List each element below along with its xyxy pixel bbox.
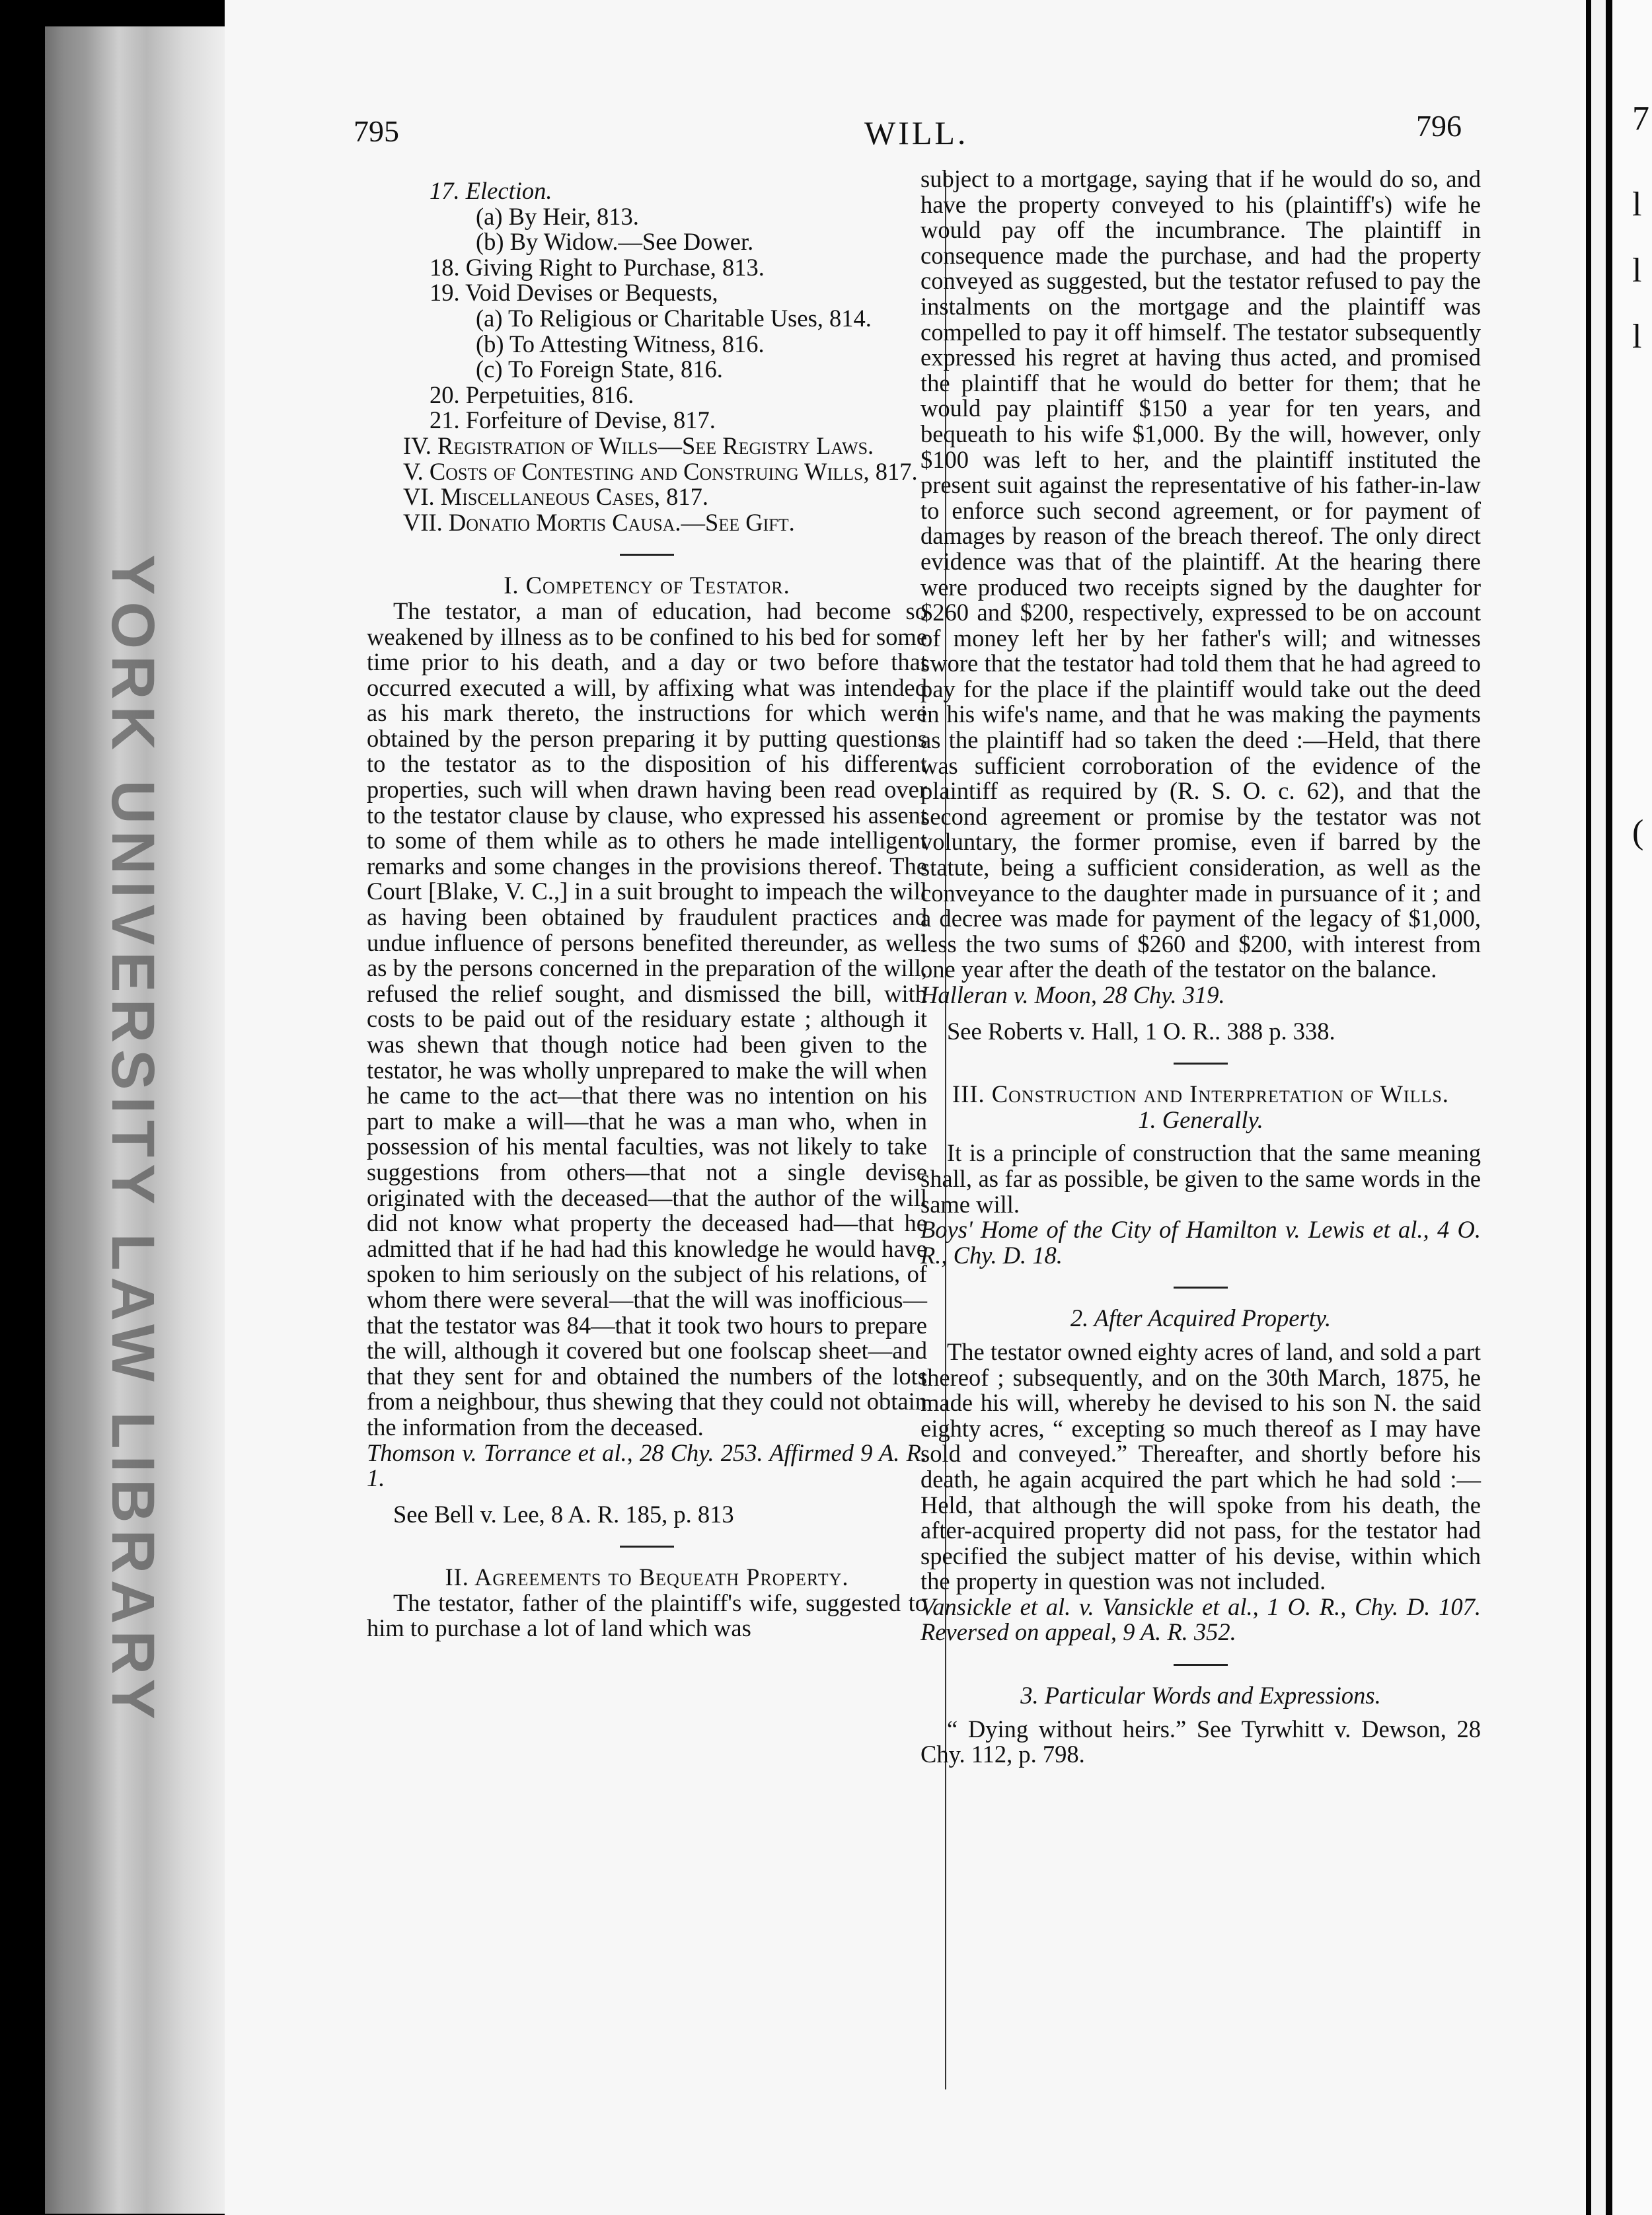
edge-fragment: 7 (1632, 100, 1649, 137)
outline-item: 20. Perpetuities, 816. (430, 381, 634, 408)
left-column (367, 178, 927, 1641)
paragraph: “ Dying without heirs.” See Tyrwhitt v. Dewson, 28 Chy. 112, p. 798. (920, 1715, 1481, 1768)
subsection-heading: 2. After Acquired Property. (1070, 1304, 1332, 1332)
subsection-heading: 1. Generally. (1138, 1106, 1263, 1133)
paragraph: subject to a mortgage, saying that if he would do so, and have the property conveyed to his (plaintiff's) wife he would pay off the incumbrance. The plaintiff in consequence made the purchase, and had the property conveyed as suggested, but the testator refused to pay the instalments on the mortgage and the plaintiff was compelled to pay it off himself. The testator subsequently expressed his regret at having thus acted, and promised the plaintiff that he would do better for them; that he would pay plaintiff $150 a year for ten years, and bequeath to his wife $1,000. By the will, however, only $100 was left to her, and the plaintiff instituted the present suit against the representative of his father-in-law to enforce such second agreement, or for payment of damages by reason of the breach thereof. The only direct evidence was that of the plaintiff. At the hearing there were produced two receipts signed by the daughter for $260 and $200, respectively, expressed to be on account of money left her by her father's will; and witnesses swore that the testator had told them that he had agreed to pay for the place if the plaintiff would take out the deed in his wife's name, and that he was making the payments as the plaintiff had so taken the deed :—Held, that there was sufficient corroboration of the evidence of the plaintiff as required by (R. S. O. c. 62), and that the second agreement or promise by the testator was not voluntary, the former promise, even if barred by the statute, being a sufficient consideration, as well as the conveyance to the daughter made in pursuance of it ; and a decree was made for payment of the legacy of $1,000, less the two sums of $260 and $200, with interest from one year after the death of the testator on the balance. (920, 165, 1481, 983)
outline-item: IV. Registration of Wills—See Registry Laws. (403, 432, 874, 459)
outline-item: (a) To Religious or Charitable Uses, 814. (476, 304, 872, 332)
paragraph: The testator, father of the plaintiff's wife, suggested to him to purchase a lot of land which was (367, 1589, 927, 1642)
outline-item: 19. Void Devises or Bequests, (430, 279, 718, 307)
see-reference: See Roberts v. Hall, 1 O. R.. 388 p. 338. (947, 1017, 1335, 1045)
separator (620, 554, 674, 556)
paragraph: It is a principle of construction that the same meaning shall, as far as possible, be given to the same words in the same will. (920, 1139, 1481, 1218)
section-heading: II. Agreements to Bequeath Property. (445, 1563, 849, 1591)
separator (1174, 1287, 1228, 1289)
case-citation: Halleran v. Moon, 28 Chy. 319. (920, 981, 1225, 1008)
next-page-edge (1586, 0, 1652, 2215)
section-heading: III. Construction and Interpretation of Wills. (952, 1080, 1449, 1108)
subsection-heading: 3. Particular Words and Expressions. (1020, 1682, 1381, 1709)
separator (1174, 1664, 1228, 1666)
running-title: WILL. (864, 114, 969, 151)
library-stamp: YORK UNIVERSITY LAW LIBRARY (98, 554, 167, 1726)
outline-item: 21. Forfeiture of Devise, 817. (430, 406, 716, 434)
edge-fragment: ( (1632, 813, 1644, 851)
case-citation: Thomson v. Torrance et al., 28 Chy. 253. Affirmed 9 A. R. 1. (367, 1439, 927, 1492)
edge-fragment: l (1632, 318, 1642, 356)
paragraph: The testator, a man of education, had become so weakened by illness as to be confined to his bed for some time prior to his death, and a day or two before that occurred executed a will, by affixing what was intended as his mark thereto, the instructions for which were obtained by the person preparing it by putting questions to the testator as to the disposition of his different properties, such will when drawn having been read over to the testator clause by clause, who expressed his assent to some of them while as to others he made intelligent remarks and some changes in the provisions thereof. The Court [Blake, V. C.,] in a suit brought to impeach the will as having been obtained by fraudulent practices and undue influence of persons benefited thereunder, as well as by the persons concerned in the preparation of the will, refused the relief sought, and dismissed the bill, with costs to be paid out of the residuary estate ; although it was shewn that though notice had been given to the testator, he was wholly unprepared to make the will when he came to the act—that there was no intention on his part to make a will—that he was a man who, when in possession of his mental faculties, was not likely to take suggestions from others—that not a single devise originated with the deceased—that the author of the will did not know what property the deceased had—that he admitted that if he had had this knowledge he would have spoken to him seriously on the subject of his relations, of whom there were several—that the will was inofficious—that the testator was 84—that it took two hours to prepare the will, although it covered but one foolscap sheet—and that they sent for and obtained the numbers of the lots from a neighbour, thus shewing that they could not obtain the information from the deceased. (367, 597, 927, 1441)
outline-item: 17. Election. (430, 177, 552, 204)
paragraph: The testator owned eighty acres of land, and sold a part thereof ; subsequently, and on the 30th March, 1875, he made his will, whereby he devised to his son N. the said eighty acres, “ excepting so much thereof as I may have sold and conveyed.” Thereafter, and shortly before his death, he again acquired the part which he had sold :—Held, that although the will spoke from his death, the after-acquired property did not pass, for the testator had specified the subject matter of his devise, within which the property in question was not included. (920, 1337, 1481, 1595)
outline-item: (b) By Widow.—See Dower. (476, 228, 754, 256)
see-reference: See Bell v. Lee, 8 A. R. 185, p. 813 (393, 1500, 734, 1528)
edge-fragment: l (1632, 252, 1642, 289)
outline-item: (b) To Attesting Witness, 816. (476, 330, 765, 357)
left-page-number: 795 (354, 114, 399, 148)
case-citation: Vansickle et al. v. Vansickle et al., 1 O. R., Chy. D. 107. Reversed on appeal, 9 A. R. 352. (920, 1593, 1481, 1646)
outline-item: (a) By Heir, 813. (476, 202, 639, 230)
right-column (920, 167, 1481, 1768)
separator (1174, 1063, 1228, 1065)
right-page-number: 796 (1416, 109, 1462, 143)
outline-item: V. Costs of Contesting and Construing Wills, 817. (403, 457, 918, 485)
separator (620, 1546, 674, 1548)
edge-fragment: l (1632, 186, 1642, 223)
outline-item: VII. Donatio Mortis Causa.—See Gift. (403, 508, 795, 536)
outline-item: (c) To Foreign State, 816. (476, 356, 723, 383)
case-citation: Boys' Home of the City of Hamilton v. Lewis et al., 4 O. R., Chy. D. 18. (920, 1216, 1481, 1269)
outline-item: 18. Giving Right to Purchase, 813. (430, 253, 765, 281)
section-heading: I. Competency of Testator. (504, 572, 790, 599)
outline-item: VI. Miscellaneous Cases, 817. (403, 483, 708, 511)
